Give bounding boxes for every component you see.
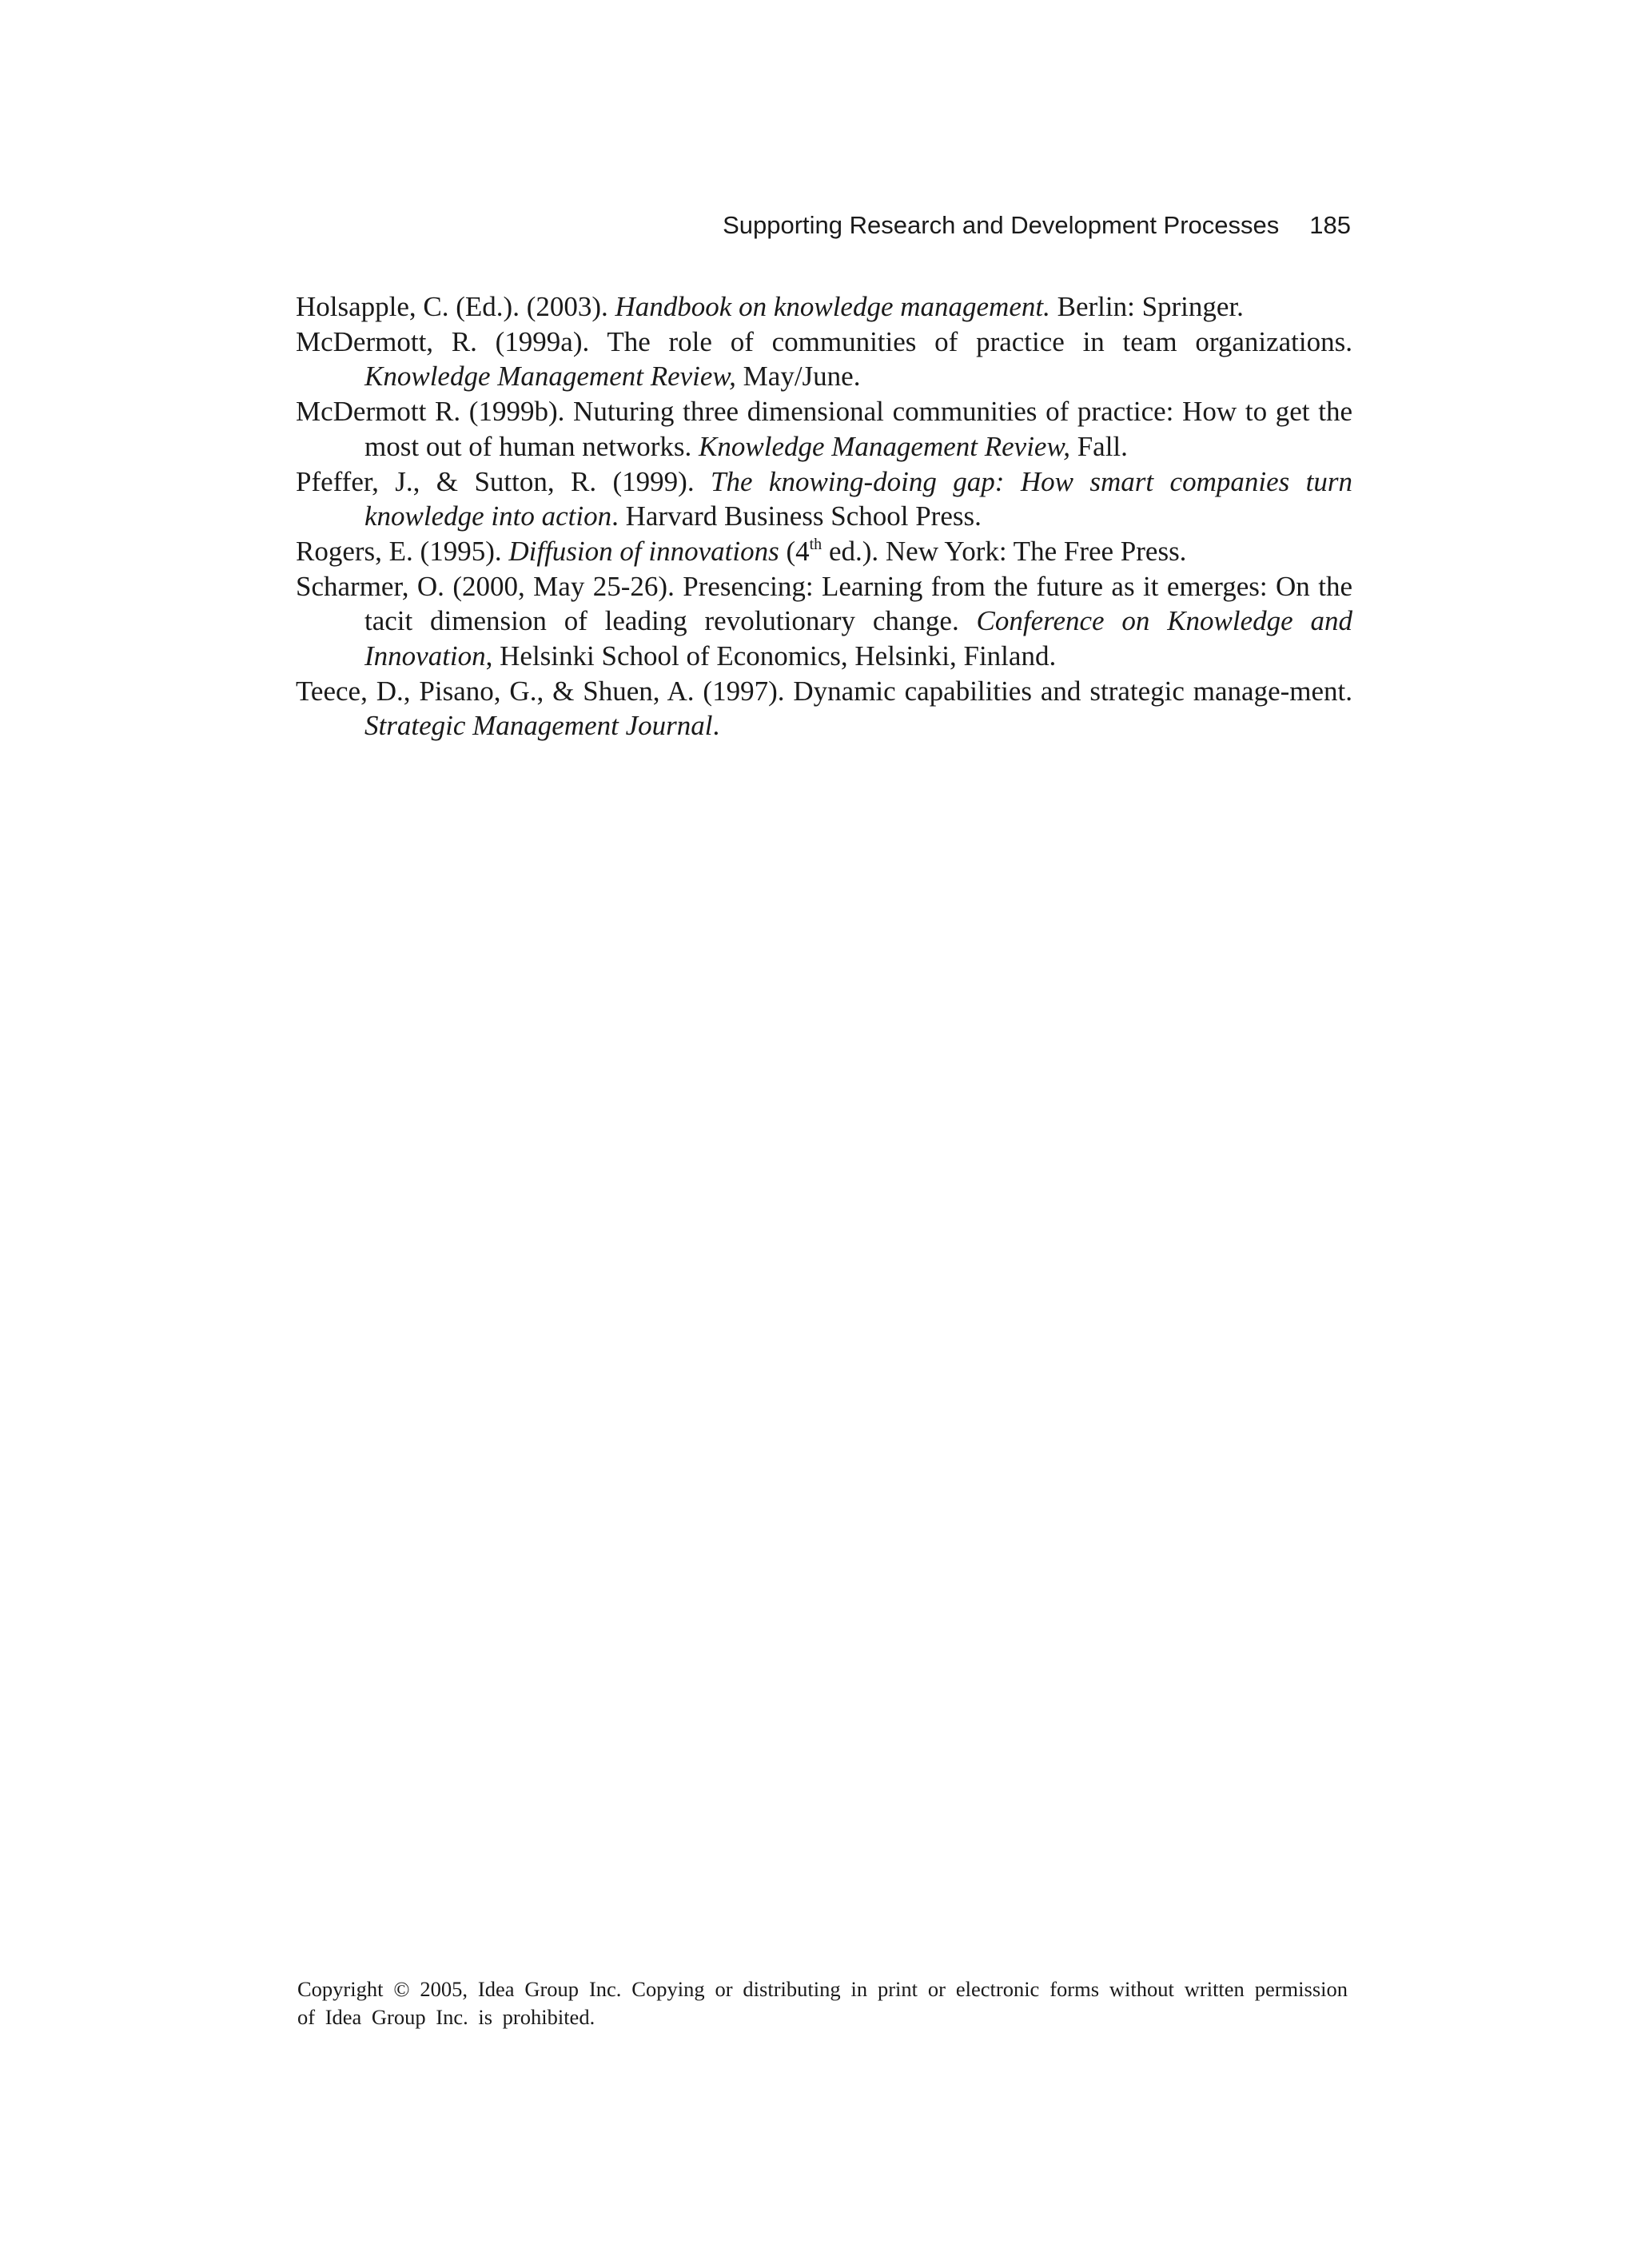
- reference-entry: [296, 289, 1352, 325]
- reference-title: Strategic Management Journal: [364, 710, 713, 742]
- reference-text: , Helsinki School of Economics, Helsinki, Finland.: [485, 640, 1057, 672]
- reference-list: [296, 289, 1352, 743]
- reference-text: May/June.: [735, 361, 861, 393]
- reference-text: Pfeffer, J., & Sutton, R. (1999).: [296, 465, 711, 497]
- reference-text: (4: [779, 535, 810, 567]
- reference-entry: [296, 534, 1352, 569]
- superscript: th: [809, 535, 822, 553]
- reference-entry: [296, 394, 1352, 464]
- reference-text: . Harvard Business School Press.: [611, 500, 982, 532]
- reference-title: Diffusion of innovations: [508, 535, 779, 567]
- reference-text: Holsapple, C. (Ed.). (2003).: [296, 291, 615, 322]
- reference-text: McDermott, R. (1999a). The role of communities of practice in team organizations.: [296, 325, 1352, 357]
- reference-entry: [296, 464, 1352, 534]
- reference-title: Knowledge Management Review,: [364, 361, 736, 393]
- reference-title: The knowing-doing gap: How smart companies turn knowledge into action: [364, 465, 1352, 532]
- reference-title: Conference on Knowledge and Innovation: [364, 605, 1353, 672]
- reference-text: .: [712, 710, 720, 742]
- reference-title: Knowledge Management Review,: [699, 430, 1070, 462]
- reference-text: ed.). New York: The Free Press.: [822, 535, 1187, 567]
- reference-text: Teece, D., Pisano, G., & Shuen, A. (1997). Dynamic capabilities and strategic manage-ment.: [296, 675, 1352, 707]
- page-number: 185: [1309, 211, 1351, 239]
- reference-text: Rogers, E. (1995).: [296, 535, 509, 567]
- running-title: Supporting Research and Development Processes: [723, 211, 1280, 239]
- reference-text: Fall.: [1069, 430, 1128, 462]
- reference-entry: [296, 569, 1352, 674]
- reference-entry: [296, 325, 1352, 394]
- running-header: [296, 209, 1351, 241]
- reference-text: Scharmer, O. (2000, May 25-26). Presencing: Learning from the future as it emerges: On the tacit dimension of leading revolutionary change.: [296, 570, 1352, 637]
- reference-text: McDermott R. (1999b). Nuturing three dimensional communities of practice: How to get the most out of human networks.: [296, 396, 1352, 462]
- copyright-notice: Copyright © 2005, Idea Group Inc. Copying or distributing in print or electronic forms without written permission of Idea Group Inc. is prohibited.: [297, 1977, 1348, 2029]
- reference-text: Berlin: Springer.: [1050, 291, 1244, 322]
- reference-entry: [296, 674, 1352, 743]
- reference-title: Handbook on knowledge management.: [615, 291, 1050, 322]
